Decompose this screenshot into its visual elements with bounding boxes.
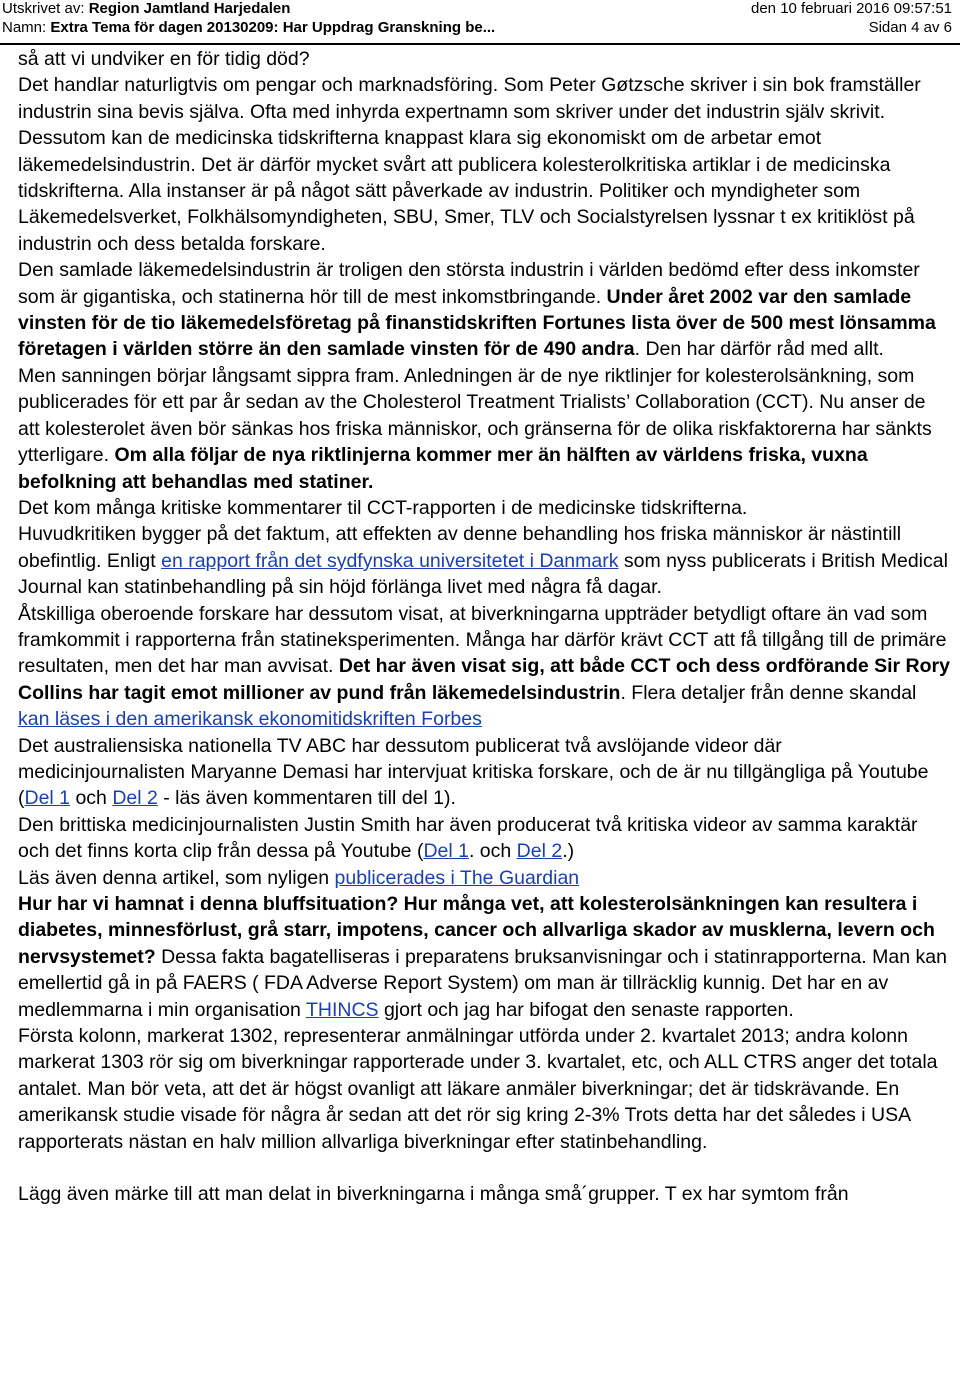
- article-body: [18, 46, 952, 1207]
- link-guardian[interactable]: publicerades i The Guardian: [334, 866, 580, 889]
- bold-text: Under året 2002 var den samlade vinsten för de tio läkemedelsföretag på finanstidskriften Fortunes lista över de 500 mest lönsamma företagen i världen större än den samlade vinsten för de 490 andra: [18, 285, 936, 361]
- link-forbes[interactable]: kan läses i den amerikansk ekonomitidskriften Forbes: [18, 708, 482, 731]
- document-name: Namn: Extra Tema för dagen 20130209: Har Uppdrag Granskning be...: [2, 19, 496, 36]
- bold-text: Om alla följar de nya riktlinjerna kommer mer än hälften av världens friska, vuxna befolkning att behandlas med statiner.: [18, 444, 868, 493]
- paragraph: Lägg även märke till att man delat in biverkningarna i många små´grupper. T ex har symtom från: [18, 1183, 849, 1206]
- paragraph: Första kolonn, markerat 1302, representerar anmälningar utförda under 2. kvartalet 2013; andra kolonn markerat 1303 rör sig om biverkningar rapporterade under 3. kvartalet, etc, och ALL CTRS anger det totala antalet. Man bör veta, att det är högst ovanligt att läkare anmäler biverkningar; det är tidskrävande. En amerikansk studie visade för några år sedan att det rör sig kring 2-3% Trots detta har det således i USA rapporterats nästan en halv million allvarliga biverkningar efter statinbehandling.: [18, 1025, 938, 1153]
- paragraph: Huvudkritiken bygger på det faktum, att effekten av denne behandling hos friska människor är nästintill obefintlig. Enligt en rapport från det sydfynska universitetet i Danmark som nyss publicerats i British Medical Journal kan statinbehandling på sin höjd förlänga livet med några få dagar.: [18, 523, 948, 599]
- bold-text: Det har även visat sig, att både CCT och dess ordförande Sir Rory Collins har tagit emot millioner av pund från läkemedelsindustrin: [18, 655, 950, 704]
- printed-by: Utskrivet av: Region Jamtland Harjedalen: [2, 0, 291, 17]
- paragraph: Hur har vi hamnat i denna bluffsituation? Hur många vet, att kolesterolsänkningen kan resultera i diabetes, minnesförlust, grå starr, impotens, cancer och allvarliga skador av musklerna, levern och nervsystemet? Dessa fakta bagatelliseras i preparatens bruksanvisningar och i statinrapporterna. Man kan emellertid gå in på FAERS ( FDA Adverse Report System) om man är tillräcklig kunnig. Det har en av medlemmarna i min organisation THINCS gjort och jag har bifogat den senaste rapporten.: [18, 893, 947, 1021]
- paragraph: Men sanningen börjar långsamt sippra fram. Anledningen är de nye riktlinjer for kolesterolsänkning, som publicerades för ett par år sedan av the Cholesterol Treatment Trialists’ Collaboration (CCT). Nu anser de att kolesterolet även bör sänkas hos friska människor, och gränserna för de olika riskfaktorerna har sänkts ytterligare. Om alla följar de nya riktlinjerna kommer mer än hälften av världens friska, vuxna befolkning att behandlas med statiner.: [18, 364, 932, 493]
- bold-text: Hur har vi hamnat i denna bluffsituation? Hur många vet, att kolesterolsänkningen kan resultera i diabetes, minnesförlust, grå starr, impotens, cancer och allvarliga skador av musklerna, levern och nervsystemet?: [18, 893, 935, 968]
- print-date: den 10 februari 2016 09:57:51: [751, 0, 952, 17]
- paragraph: Det handlar naturligtvis om pengar och marknadsföring. Som Peter Gøtzsche skriver i sin bok framställer industrin sina bevis själva. Ofta med inhyrda expertnamn som skriver under det industrin själv skrivit.: [18, 74, 921, 123]
- link-abc-part-2[interactable]: Del 2: [112, 787, 158, 810]
- paragraph: Läs även denna artikel, som nyligen publicerades i The Guardian: [18, 866, 580, 889]
- paragraph: Dessutom kan de medicinska tidskrifterna knappast klara sig ekonomiskt om de arbetar emot läkemedelsindustrin. Det är därför mycket svårt att publicera kolesterolkritiska artiklar i de medicinska tidskrifterna. Alla instanser är på något sätt påverkade av industrin. Politiker och myndigheter som Läkemedelsverket, Folkhälsomyndigheten, SBU, Smer, TLV och Socialstyrelsen lyssnar t ex kritiklöst på industrin och dess betalda forskare.: [18, 127, 915, 255]
- link-smith-part-2[interactable]: Del 2: [516, 840, 563, 863]
- link-abc-part-1[interactable]: Del 1: [24, 787, 71, 810]
- link-thincs[interactable]: THINCS: [305, 998, 379, 1021]
- paragraph: Det kom många kritiske kommentarer til CCT-rapporten i de medicinske tidskrifterna.: [18, 496, 748, 519]
- print-header: [0, 0, 960, 46]
- link-smith-part-1[interactable]: Del 1: [423, 840, 469, 863]
- paragraph: Det australiensiska nationella TV ABC har dessutom publicerat två avslöjande videor där medicinjournalisten Maryanne Demasi har intervjuat kritiska forskare, och de är nu tillgängliga på Youtube (Del 1 och Del 2 - läs även kommentaren till del 1).: [18, 734, 929, 810]
- header-row-2: [2, 19, 952, 37]
- link-bmj-report[interactable]: en rapport från det sydfynska universitetet i Danmark: [161, 549, 619, 572]
- header-divider: [0, 43, 960, 45]
- page-number: Sidan 4 av 6: [868, 19, 952, 36]
- paragraph: Den brittiska medicinjournalisten Justin Smith har även producerat två kritiska videor av samma karaktär och det finns korta clip från dessa på Youtube (Del 1. och Del 2.): [18, 813, 918, 863]
- paragraph: Åtskilliga oberoende forskare har dessutom visat, at biverkningarna uppträder betydligt oftare än vad som framkommit i rapporterna från statineksperimenten. Många har därför krävt CCT att få tillgång till de primäre resultaten, men det har man avvisat. Det har även visat sig, att både CCT och dess ordförande Sir Rory Collins har tagit emot millioner av pund från läkemedelsindustrin. Flera detaljer från denne skandal kan läses i den amerikansk ekonomitidskriften Forbes: [18, 602, 950, 731]
- header-row-1: [2, 0, 952, 18]
- paragraph: så att vi undviker en för tidig död?: [18, 48, 310, 70]
- paragraph-gap: [18, 1155, 952, 1181]
- paragraph: Den samlade läkemedelsindustrin är troligen den största industrin i världen bedömd efter dess inkomster som är gigantiska, och statinerna hör till de mest inkomstbringande. Under året 2002 var den samlade vinsten för de tio läkemedelsföretag på finanstidskriften Fortunes lista över de 500 mest lönsamma företagen i världen större än den samlade vinsten för de 490 andra. Den har därför råd med allt.: [18, 259, 936, 361]
